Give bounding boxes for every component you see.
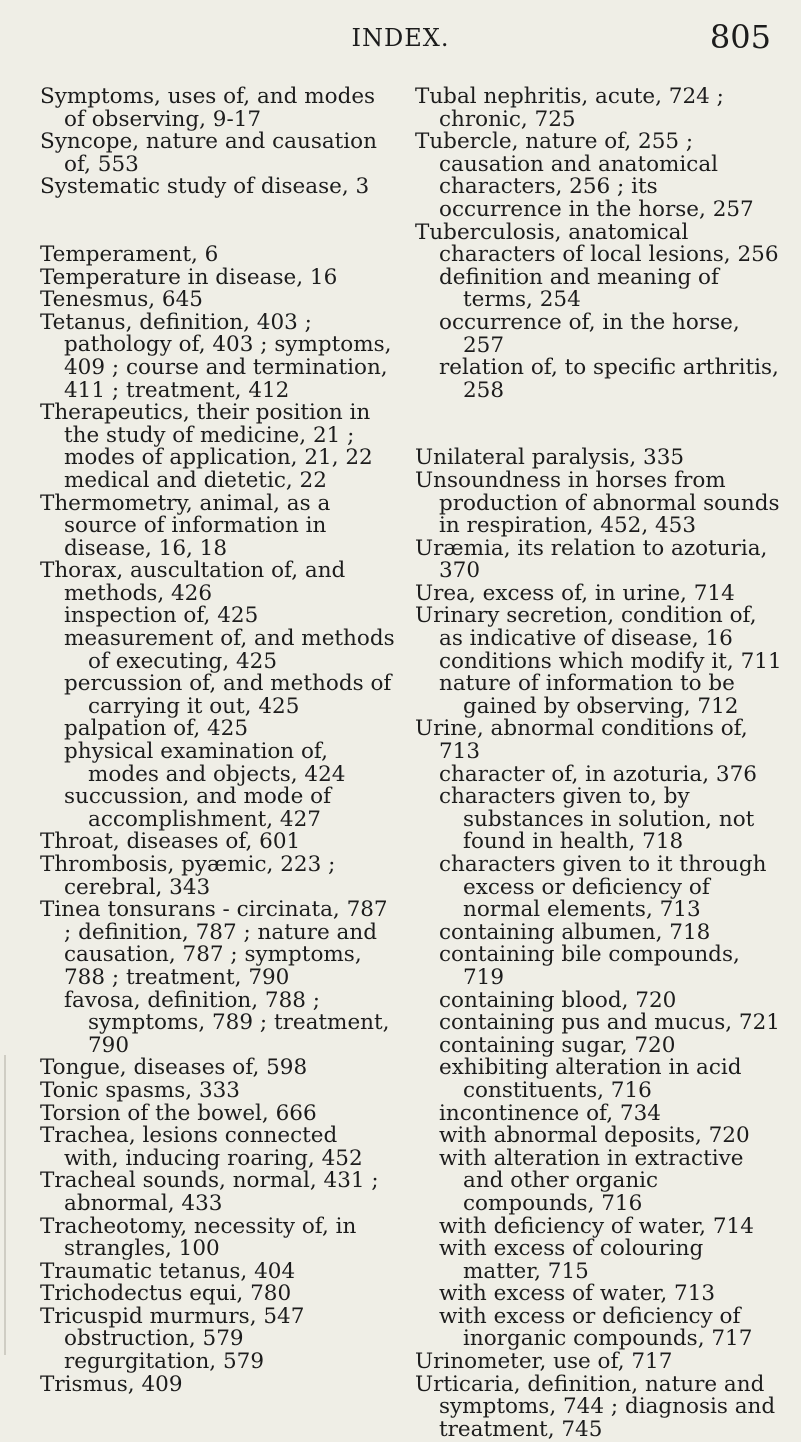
- index-subentry: succussion, and mode of accomplishment, 427: [64, 784, 332, 832]
- index-entry: Tuberculosis, anatomical characters of local lesions, 256: [415, 219, 779, 268]
- index-entry: Temperament, 6: [40, 241, 219, 267]
- margin-rule: [4, 1055, 6, 1355]
- index-subentry: percussion of, and methods of carrying it out, 425: [64, 671, 392, 719]
- index-heading: INDEX.: [351, 24, 450, 52]
- index-entry: Torsion of the bowel, 666: [40, 1100, 317, 1126]
- index-subentry: containing albumen, 718: [439, 919, 711, 945]
- index-entry: Tracheal sounds, normal, 431 ; abnormal, 433: [40, 1168, 379, 1216]
- index-subentry: containing sugar, 720: [439, 1032, 676, 1058]
- index-entry: Tubal nephritis, acute, 724 ; chronic, 725: [415, 84, 724, 132]
- index-subentry: definition and meaning of terms, 254: [439, 264, 719, 313]
- index-subentry: characters given to it through excess or deficiency of normal elements, 713: [439, 852, 767, 923]
- index-entry: Urticaria, definition, nature and symptoms, 744 ; diagnosis and treatment, 745: [415, 1371, 776, 1442]
- index-subentry: containing bile compounds, 719: [439, 942, 740, 990]
- index-subentry: inspection of, 425: [64, 603, 259, 629]
- index-entry: Thorax, auscultation of, and methods, 426: [40, 558, 346, 606]
- index-entry: Urea, excess of, in urine, 714: [415, 580, 735, 606]
- index-subentry: containing blood, 720: [439, 987, 677, 1013]
- index-subentry: nature of information to be gained by observing, 712: [439, 671, 739, 719]
- index-subentry: obstruction, 579: [64, 1326, 244, 1352]
- index-entry: Trismus, 409: [40, 1371, 183, 1397]
- index-subentry: with deficiency of water, 714: [439, 1213, 754, 1239]
- left-index-column: [40, 86, 398, 1396]
- index-entry: Tongue, diseases of, 598: [40, 1055, 308, 1081]
- index-subentry: medical and dietetic, 22: [64, 467, 327, 493]
- index-subentry: favosa, definition, 788 ; symptoms, 789 ; treatment, 790: [64, 987, 390, 1058]
- index-entry: Unsoundness in horses from production of abnormal sounds in respiration, 452, 453: [415, 467, 780, 539]
- page-header: [0, 18, 801, 60]
- section-gap: [40, 199, 398, 244]
- index-subentry: exhibiting alteration in acid constituents, 716: [439, 1055, 742, 1103]
- index-subentry: with excess of water, 713: [439, 1281, 716, 1307]
- index-entry: Systematic study of disease, 3: [40, 174, 370, 200]
- index-entry: Urine, abnormal conditions of, 713: [415, 716, 748, 765]
- index-subentry: containing pus and mucus, 721: [439, 1010, 780, 1036]
- section-gap: [415, 402, 785, 447]
- right-index-column: [415, 86, 785, 1441]
- index-entry: Traumatic tetanus, 404: [40, 1258, 296, 1284]
- index-entry: Urinary secretion, condition of, as indicative of disease, 16: [415, 603, 757, 652]
- index-subentry: relation of, to specific arthritis, 258: [439, 355, 779, 403]
- index-entry: Thrombosis, pyæmic, 223 ; cerebral, 343: [40, 852, 336, 900]
- index-subentry: occurrence of, in the horse, 257: [439, 309, 740, 358]
- index-entry: Therapeutics, their position in the study of medicine, 21 ; modes of application, 21, 22: [40, 400, 373, 471]
- index-entry: Tracheotomy, necessity of, in strangles, 100: [40, 1213, 357, 1262]
- index-entry: Trichodectus equi, 780: [40, 1281, 292, 1307]
- index-entry: Tonic spasms, 333: [40, 1077, 240, 1103]
- index-entry: Tetanus, definition, 403 ; pathology of, 403 ; symptoms, 409 ; course and termination, 411 ; treatment, 412: [40, 309, 392, 403]
- index-subentry: conditions which modify it, 711: [439, 648, 782, 674]
- index-subentry: with excess of colouring matter, 715: [439, 1236, 704, 1284]
- index-subentry: physical examination of, modes and objects, 424: [64, 739, 346, 787]
- index-entry: Tenesmus, 645: [40, 287, 203, 313]
- index-entry: Trachea, lesions connected with, inducing roaring, 452: [40, 1123, 363, 1171]
- index-subentry: with abnormal deposits, 720: [439, 1123, 750, 1149]
- index-entry: Symptoms, uses of, and modes of observing, 9-17: [40, 84, 376, 132]
- index-subentry: characters given to, by substances in solution, not found in health, 718: [439, 784, 755, 855]
- index-entry: Thermometry, animal, as a source of information in disease, 16, 18: [40, 490, 331, 561]
- index-subentry: with alteration in extractive and other organic compounds, 716: [439, 1145, 744, 1216]
- index-entry: Urinometer, use of, 717: [415, 1349, 673, 1375]
- index-entry: Tubercle, nature of, 255 ; causation and anatomical characters, 256 ; its occurrence in the horse, 257: [415, 129, 754, 222]
- index-entry: Throat, diseases of, 601: [40, 829, 301, 855]
- index-subentry: character of, in azoturia, 376: [439, 761, 757, 787]
- index-entry: Unilateral paralysis, 335: [415, 445, 685, 471]
- index-subentry: incontinence of, 734: [439, 1100, 661, 1126]
- index-entry: Syncope, nature and causation of, 553: [40, 129, 377, 177]
- index-subentry: regurgitation, 579: [64, 1349, 264, 1375]
- index-entry: Tinea tonsurans - circinata, 787 ; definition, 787 ; nature and causation, 787 ; symptoms, 788 ; treatment, 790: [40, 897, 388, 990]
- page-number: 805: [709, 18, 771, 56]
- index-subentry: palpation of, 425: [64, 716, 249, 742]
- index-entry: Temperature in disease, 16: [40, 264, 338, 290]
- index-entry: Uræmia, its relation to azoturia, 370: [415, 535, 768, 584]
- index-subentry: measurement of, and methods of executing, 425: [64, 626, 395, 674]
- index-entry: Tricuspid murmurs, 547: [40, 1303, 305, 1329]
- index-subentry: with excess or deficiency of inorganic compounds, 717: [439, 1303, 753, 1352]
